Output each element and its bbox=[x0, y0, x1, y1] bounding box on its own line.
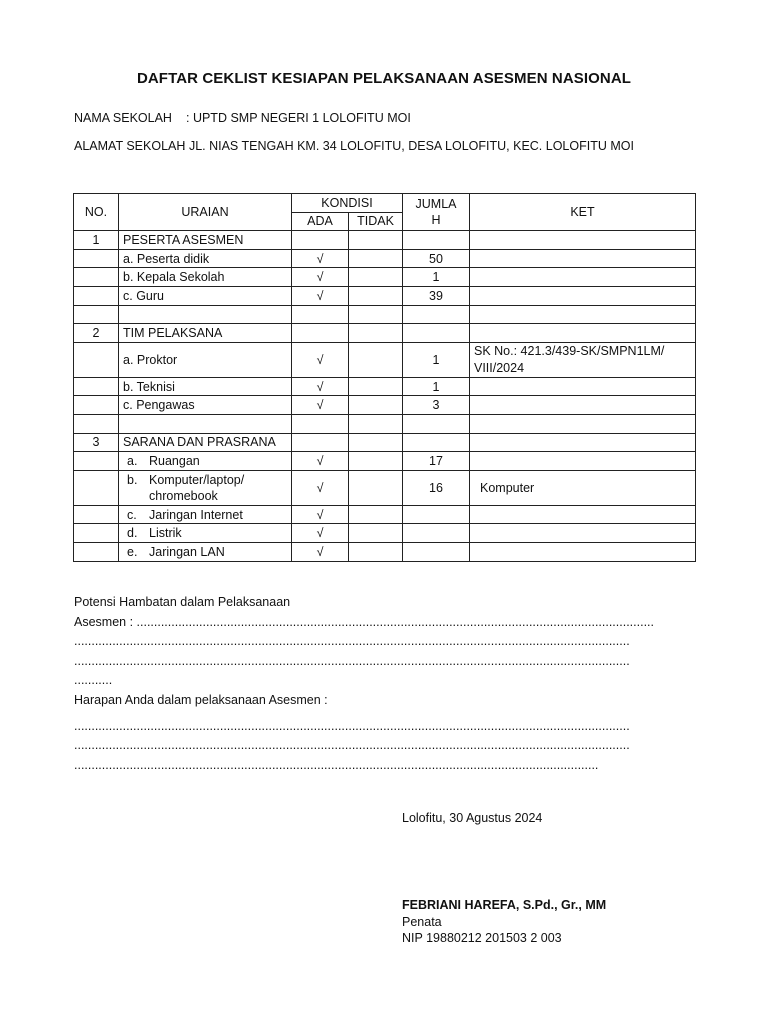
school-address-label: ALAMAT SEKOLAH bbox=[74, 139, 186, 153]
harapan-line: ................................................................................................................................................................ bbox=[74, 738, 630, 752]
tidak-cell bbox=[349, 396, 403, 415]
tidak-cell bbox=[349, 377, 403, 396]
potensi-hambatan-section bbox=[74, 593, 694, 691]
ket-cell bbox=[470, 396, 696, 415]
jumlah-cell: 39 bbox=[403, 286, 470, 305]
ada-checkmark: √ bbox=[292, 286, 349, 305]
item-marker: a. bbox=[127, 453, 138, 468]
document-title: DAFTAR CEKLIST KESIAPAN PELAKSANAAN ASESMEN NASIONAL bbox=[136, 70, 632, 87]
ket-cell bbox=[470, 342, 696, 377]
ada-checkmark: √ bbox=[292, 452, 349, 471]
header-ada: ADA bbox=[292, 212, 349, 231]
ket-cell bbox=[470, 268, 696, 287]
jumlah-cell: 1 bbox=[403, 377, 470, 396]
item-text: Jaringan LAN bbox=[149, 544, 225, 559]
school-name-line bbox=[74, 111, 411, 125]
table-row bbox=[74, 249, 696, 268]
ket-cell bbox=[470, 505, 696, 524]
header-jumlah-line2: H bbox=[431, 213, 441, 228]
section-no: 1 bbox=[74, 231, 119, 250]
item-text: Ruangan bbox=[149, 453, 200, 468]
jumlah-cell bbox=[403, 524, 470, 543]
item-text: Listrik bbox=[149, 526, 182, 541]
header-jumlah bbox=[403, 194, 470, 231]
header-no: NO. bbox=[74, 194, 119, 231]
school-name-value: : UPTD SMP NEGERI 1 LOLOFITU MOI bbox=[186, 111, 411, 125]
signer-name: FEBRIANI HAREFA, S.Pd., Gr., MM bbox=[402, 898, 607, 912]
item-label bbox=[119, 524, 292, 543]
ket-sk-line1: SK No.: 421.3/439-SK/SMPN1LM/ bbox=[474, 343, 665, 358]
potensi-label: Potensi Hambatan dalam Pelaksanaan bbox=[74, 595, 291, 609]
jumlah-cell: 16 bbox=[403, 470, 470, 505]
section-title: PESERTA ASESMEN bbox=[119, 231, 292, 250]
ket-cell bbox=[470, 524, 696, 543]
tidak-cell bbox=[349, 268, 403, 287]
ada-checkmark: √ bbox=[292, 342, 349, 377]
item-label bbox=[119, 505, 292, 524]
school-address-value: : JL. NIAS TENGAH KM. 34 LOLOFITU, DESA LOLOFITU, KEC. LOLOFITU MOI bbox=[182, 139, 634, 153]
ket-sk-line2: VIII/2024 bbox=[474, 360, 525, 375]
harapan-line: ....................................................................................................................................................... bbox=[74, 757, 599, 772]
ket-cell bbox=[470, 249, 696, 268]
item-label: c. Guru bbox=[119, 286, 292, 305]
spacer-row bbox=[74, 414, 696, 433]
school-address-line bbox=[74, 139, 634, 153]
ada-checkmark: √ bbox=[292, 505, 349, 524]
potensi-line: Asesmen : ..................................................................................................................................................... bbox=[74, 614, 654, 629]
jumlah-cell: 3 bbox=[403, 396, 470, 415]
ket-cell bbox=[470, 542, 696, 561]
table-header-row bbox=[74, 194, 696, 213]
item-marker: e. bbox=[127, 544, 138, 559]
item-label: a. Proktor bbox=[119, 342, 292, 377]
table-row bbox=[74, 268, 696, 287]
jumlah-cell: 1 bbox=[403, 268, 470, 287]
ada-checkmark: √ bbox=[292, 396, 349, 415]
jumlah-cell: 1 bbox=[403, 342, 470, 377]
potensi-line: ................................................................................................................................................................ bbox=[74, 653, 630, 668]
item-text-line2: chromebook bbox=[149, 488, 218, 503]
table-row bbox=[74, 286, 696, 305]
jumlah-cell: 50 bbox=[403, 249, 470, 268]
item-text-line1: Komputer/laptop/ bbox=[149, 472, 245, 487]
table-row bbox=[74, 377, 696, 396]
tidak-cell bbox=[349, 286, 403, 305]
tidak-cell bbox=[349, 249, 403, 268]
ada-checkmark: √ bbox=[292, 268, 349, 287]
ket-cell: Komputer bbox=[470, 470, 696, 505]
table-row bbox=[74, 524, 696, 543]
checklist-table bbox=[73, 193, 696, 562]
item-label bbox=[119, 542, 292, 561]
item-marker: c. bbox=[127, 507, 137, 522]
ket-cell bbox=[470, 452, 696, 471]
section-title: SARANA DAN PRASRANA bbox=[119, 433, 292, 452]
signer-rank: Penata bbox=[402, 914, 442, 929]
harapan-section bbox=[74, 691, 694, 775]
signer-nip: NIP 19880212 201503 2 003 bbox=[402, 931, 562, 945]
potensi-line: ........... bbox=[74, 673, 113, 687]
ada-checkmark: √ bbox=[292, 524, 349, 543]
item-marker: b. bbox=[127, 472, 138, 487]
harapan-line: ................................................................................................................................................................ bbox=[74, 718, 630, 733]
signature-block bbox=[402, 897, 606, 947]
section-row bbox=[74, 324, 696, 343]
tidak-cell bbox=[349, 452, 403, 471]
header-tidak: TIDAK bbox=[349, 212, 403, 231]
place-date: Lolofitu, 30 Agustus 2024 bbox=[402, 811, 543, 825]
table-row bbox=[74, 542, 696, 561]
item-label: b. Teknisi bbox=[119, 377, 292, 396]
tidak-cell bbox=[349, 505, 403, 524]
header-kondisi: KONDISI bbox=[292, 194, 403, 213]
table-row bbox=[74, 396, 696, 415]
jumlah-cell bbox=[403, 505, 470, 524]
jumlah-cell: 17 bbox=[403, 452, 470, 471]
table-row bbox=[74, 470, 696, 505]
section-title: TIM PELAKSANA bbox=[119, 324, 292, 343]
header-jumlah-line1: JUMLA bbox=[415, 197, 457, 212]
tidak-cell bbox=[349, 342, 403, 377]
ket-cell bbox=[470, 286, 696, 305]
school-name-label: NAMA SEKOLAH bbox=[74, 111, 172, 125]
table-row bbox=[74, 342, 696, 377]
section-row bbox=[74, 433, 696, 452]
item-label bbox=[119, 452, 292, 471]
ket-cell bbox=[470, 377, 696, 396]
table-row bbox=[74, 505, 696, 524]
spacer-row bbox=[74, 305, 696, 324]
section-no: 3 bbox=[74, 433, 119, 452]
ada-checkmark: √ bbox=[292, 249, 349, 268]
jumlah-cell bbox=[403, 542, 470, 561]
section-no: 2 bbox=[74, 324, 119, 343]
tidak-cell bbox=[349, 542, 403, 561]
header-ket: KET bbox=[470, 194, 696, 231]
ada-checkmark: √ bbox=[292, 377, 349, 396]
header-uraian: URAIAN bbox=[119, 194, 292, 231]
potensi-line: ................................................................................................................................................................ bbox=[74, 634, 630, 648]
ada-checkmark: √ bbox=[292, 542, 349, 561]
tidak-cell bbox=[349, 470, 403, 505]
harapan-label: Harapan Anda dalam pelaksanaan Asesmen : bbox=[74, 693, 328, 707]
item-marker: d. bbox=[127, 526, 138, 541]
item-text: Jaringan Internet bbox=[149, 507, 243, 522]
item-label bbox=[119, 470, 292, 505]
table-row bbox=[74, 452, 696, 471]
item-label: a. Peserta didik bbox=[119, 249, 292, 268]
section-row bbox=[74, 231, 696, 250]
tidak-cell bbox=[349, 524, 403, 543]
item-label: c. Pengawas bbox=[119, 396, 292, 415]
item-label: b. Kepala Sekolah bbox=[119, 268, 292, 287]
ada-checkmark: √ bbox=[292, 470, 349, 505]
